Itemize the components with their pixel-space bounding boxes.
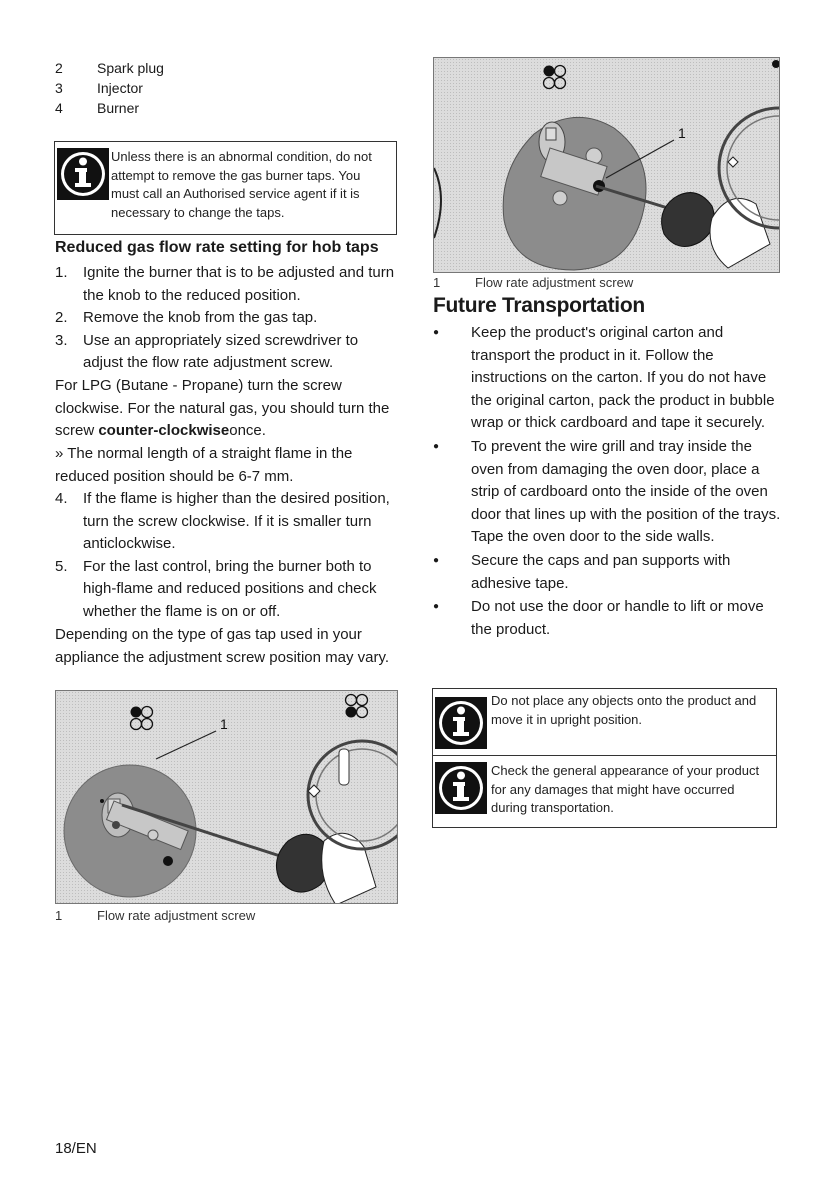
- info-icon: [57, 148, 109, 200]
- notice-check: [433, 756, 776, 826]
- notice-text: Do not place any objects onto the product and move it in upright position.: [491, 693, 757, 727]
- transport-bullets: [433, 322, 785, 642]
- bullet-item: ● To prevent the wire grill and tray inside the oven from damaging the oven door, place a strip of cardboard onto the inside of the oven door that lines up with the position of the trays. Tape the oven door to the side walls.: [433, 436, 785, 549]
- info-icon: [435, 697, 487, 749]
- caption-text: Flow rate adjustment screw: [97, 908, 256, 923]
- legend-item: [55, 58, 164, 78]
- step-text: For the last control, bring the burner both to high-flame and reduced positions and check whether the flame is on or off.: [83, 557, 377, 620]
- step-num: 1.: [55, 264, 68, 281]
- burner-illustration: [56, 691, 397, 903]
- notice-group: [432, 688, 777, 828]
- flame-note: » The normal length of a straight flame in the reduced position should be 6-7 mm.: [55, 445, 353, 485]
- steps-list-b: [55, 488, 400, 624]
- step-num: 2.: [55, 309, 68, 327]
- notice-upright: [433, 689, 776, 756]
- caption-num: 1: [55, 908, 63, 923]
- section-heading-reduced: Reduced gas flow rate setting for hob taps: [55, 239, 379, 256]
- figure-right: [433, 57, 780, 273]
- lpg-text: For LPG (Butane - Propane) turn the screw clockwise. For the natural gas, you should turn the screw: [55, 377, 390, 440]
- lpg-paragraph: [55, 375, 400, 443]
- section-heading-transport: Future Transportation: [433, 294, 645, 317]
- figure-callout: 1: [678, 125, 686, 141]
- bullet-item: ● Do not use the door or handle to lift or move the product.: [433, 596, 785, 641]
- depending-paragraph: Depending on the type of gas tap used in your appliance the adjustment screw position may vary.: [55, 626, 390, 666]
- bullet-item: ● Keep the product's original carton and transport the product in it. Follow the instructions on the carton. If you do not have the original carton, pack the product in bubble wrap or thick cardboard and tape it securely.: [433, 322, 785, 435]
- caption-text: Flow rate adjustment screw: [475, 275, 634, 290]
- notice-taps: [54, 141, 397, 235]
- caption-num: 1: [433, 275, 441, 290]
- bullet-item: ● Secure the caps and pan supports with adhesive tape.: [433, 550, 785, 595]
- step-item: [55, 488, 400, 556]
- step-num: 3.: [55, 331, 68, 349]
- legend-num: 3: [55, 80, 63, 96]
- step-text: Use an appropriately sized screwdriver to adjust the flow rate adjustment screw.: [83, 331, 359, 372]
- step-item: [55, 307, 400, 330]
- step-num: 4.: [55, 490, 68, 507]
- info-icon: [435, 762, 487, 814]
- legend-label: Injector: [97, 80, 143, 96]
- step-text: Ignite the burner that is to be adjusted and turn the knob to the reduced position.: [83, 264, 395, 304]
- page-number: 18/EN: [55, 1140, 97, 1157]
- notice-text: Unless there is an abnormal condition, do not attempt to remove the gas burner taps. You must call an Authorised service agent if it is necessary to change the taps.: [111, 149, 372, 220]
- lpg-emphasis: counter-clockwise: [98, 422, 230, 440]
- legend-item: [55, 98, 139, 118]
- figure-callout: 1: [220, 716, 228, 732]
- figure-caption-right: [433, 275, 633, 290]
- steps-list-a: [55, 262, 400, 375]
- legend-num: 4: [55, 100, 63, 116]
- figure-caption-left: [55, 908, 255, 923]
- legend-item: [55, 78, 143, 98]
- screwdriver-illustration: [434, 58, 779, 272]
- step-text: If the flame is higher than the desired position, turn the screw clockwise. If it is smaller turn anticlockwise.: [83, 490, 390, 553]
- step-text: Remove the knob from the gas tap.: [83, 309, 318, 327]
- step-item: [55, 330, 400, 375]
- notice-text: Check the general appearance of your product for any damages that might have occurred during transportation.: [491, 763, 760, 815]
- step-num: 5.: [55, 557, 68, 575]
- legend-num: 2: [55, 60, 63, 76]
- figure-left: [55, 690, 398, 904]
- legend-label: Spark plug: [97, 60, 164, 76]
- legend-label: Burner: [97, 100, 140, 116]
- lpg-text-end: once.: [229, 422, 266, 440]
- step-item: [55, 262, 400, 307]
- step-item: [55, 556, 400, 624]
